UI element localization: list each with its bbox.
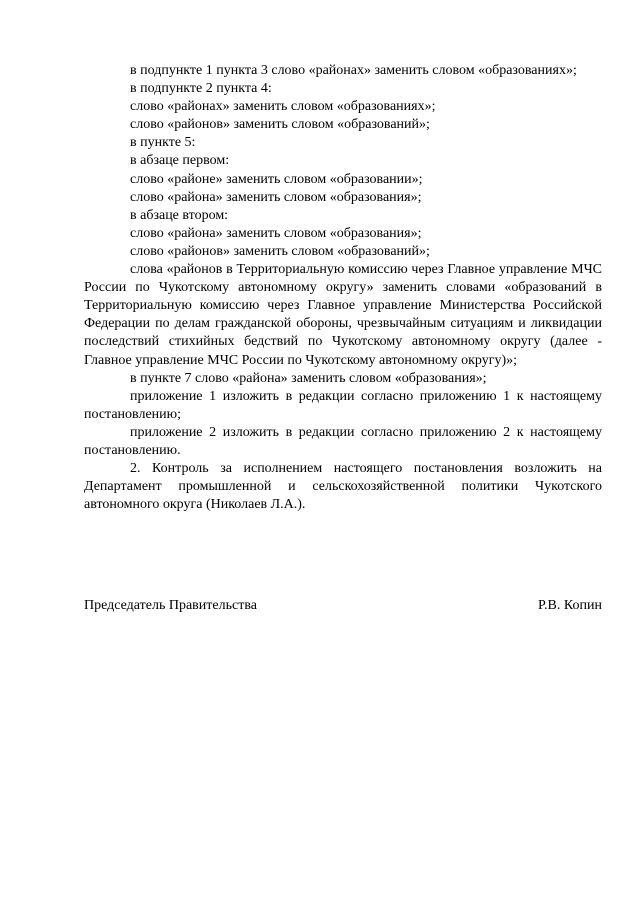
signatory-name: Р.В. Копин (538, 598, 602, 613)
paragraph-replace-3: слово «районе» заменить словом «образовании»; (130, 171, 423, 187)
paragraph-abzac-2: в абзаце втором: (130, 207, 229, 223)
paragraph-replace-5: слово «района» заменить словом «образования»; (130, 225, 422, 241)
paragraph-replace-2: слово «районов» заменить словом «образований»; (130, 117, 430, 133)
paragraph-control: 2. Контроль за исполнением настоящего постановления возложить на Департамент промышленной и сельскохозяйственной политики Чукотского автономного округа (Николаев Л.А.). (84, 461, 602, 513)
paragraph-item-7: в пункте 7 слово «района» заменить словом «образования»; (130, 370, 487, 386)
paragraph-replace-1: слово «районах» заменить словом «образованиях»; (130, 99, 436, 115)
paragraph-item-5: в пункте 5: (130, 135, 196, 151)
signatory-title: Председатель Правительства (84, 598, 257, 613)
paragraph-replace-6: слово «районов» заменить словом «образований»; (130, 243, 430, 259)
paragraph-abzac-1: в абзаце первом: (130, 153, 230, 169)
signature-block (84, 597, 602, 615)
paragraph-item-4-2: в подпункте 2 пункта 4: (130, 81, 272, 97)
paragraph-replace-long: слова «районов в Территориальную комиссию через Главное управление МЧС России по Чукотскому автономному округу» заменить словами «образований в Территориальную комиссию через Главное управление Министерства Российской Федерации по делам гражданской обороны, чрезвычайным ситуациям и ликвидации последствий стихийных бедствий по Чукотскому автономному округу (далее - Главное управление МЧС России по Чукотскому автономному округу)»; (84, 262, 602, 368)
paragraph-appendix-2: приложение 2 изложить в редакции согласно приложению 2 к настоящему постановлению. (84, 424, 602, 458)
paragraph-replace-4: слово «района» заменить словом «образования»; (130, 189, 422, 205)
paragraph-item-3-1: в подпункте 1 пункта 3 слово «районах» заменить словом «образованиях»; (130, 63, 577, 78)
paragraph-appendix-1: приложение 1 изложить в редакции согласно приложению 1 к настоящему постановлению; (84, 388, 602, 422)
document-body (84, 62, 602, 514)
